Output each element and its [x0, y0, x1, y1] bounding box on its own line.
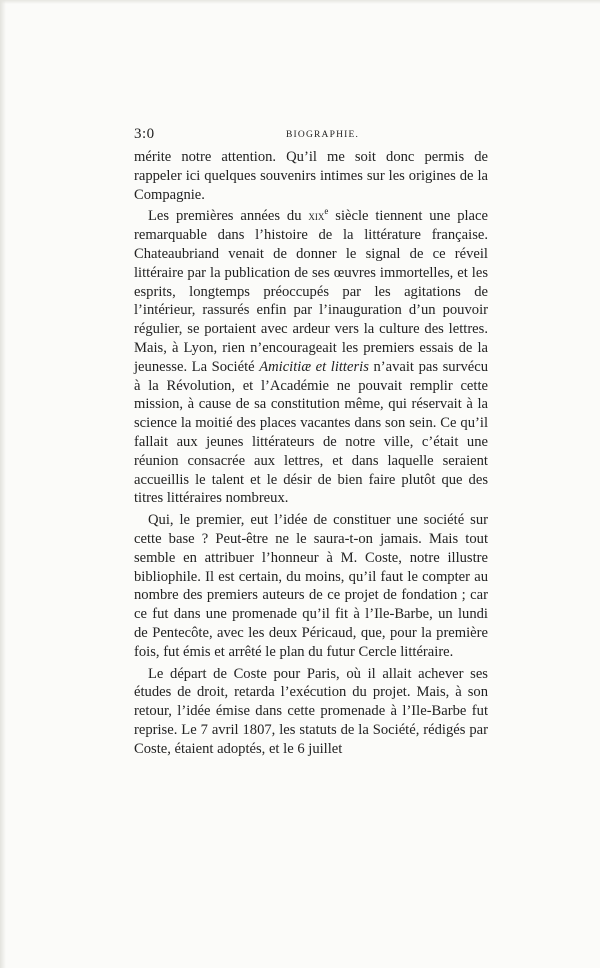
body-text	[134, 148, 488, 762]
page-header	[134, 126, 488, 146]
paragraph-4	[134, 665, 488, 759]
running-title: BIOGRAPHIE.	[286, 130, 360, 140]
century-numeral: xix	[308, 208, 325, 224]
paragraph-2-text-b: siècle tiennent une place remarquable dans l’histoire de la littérature française. Chateaubriand venait de donner le signal de ce réveil littéraire par la publication de ses œuvres immortelles, et les esprits, longtemps préoccupés par les agitations de l’intérieur, rassurés enfin par l’inauguration d’un pouvoir régulier, se portaient avec ardeur vers la culture des lettres. Mais, à Lyon, rien n’encourageait les premiers essais de la jeunesse. La Société	[134, 208, 488, 375]
paragraph-2-text-c: n’avait pas survécu à la Révolution, et l’Académie ne pouvait remplir cette mission, à cause de sa constitution même, qui réservait à la science la moitié des places vacantes dans son sein. Ce qu’il fallait aux jeunes littérateurs de notre ville, c’était une réunion consacrée aux lettres, et dans laquelle seraient accueillis le talent et le désir de bien faire plutôt que des titres littéraires nombreux.	[134, 358, 488, 507]
paragraph-2-text-a: Les premières années du	[148, 208, 309, 225]
paragraph-2	[134, 207, 488, 508]
paragraph-1-text: mérite notre attention. Qu’il me soit donc permis de rappeler ici quelques souvenirs intimes sur les origines de la Compagnie.	[134, 149, 488, 203]
paragraph-4-text: Le départ de Coste pour Paris, où il allait achever ses études de droit, retarda l’exécution du projet. Mais, à son retour, l’idée émise dans cette promenade à l’Ile-Barbe fut reprise. Le 7 avril 1807, les statuts de la Société, rédigés par Coste, étaient adoptés, et le 6 juillet	[134, 665, 488, 757]
scan-left-edge	[0, 0, 6, 968]
society-name-italic: Amicitiæ et litteris	[259, 358, 369, 375]
century-superscript: e	[324, 206, 329, 217]
paragraph-1	[134, 148, 488, 204]
paragraph-3	[134, 511, 488, 661]
scan-top-edge	[0, 0, 600, 4]
page-number: 3:0	[134, 126, 155, 142]
paragraph-3-text: Qui, le premier, eut l’idée de constituer une société sur cette base ? Peut-être ne le saura-t-on jamais. Mais tout semble en attribuer l’honneur à M. Coste, notre illustre bibliophile. Il est certain, du moins, qu’il faut le compter au nombre des premiers auteurs de ce projet de fondation ; car ce fut dans une promenade qu’il fit à l’Ile-Barbe, un lundi de Pentecôte, avec les deux Péricaud, que, pour la première fois, fut émis et arrêté le plan du futur Cercle littéraire.	[134, 512, 488, 660]
